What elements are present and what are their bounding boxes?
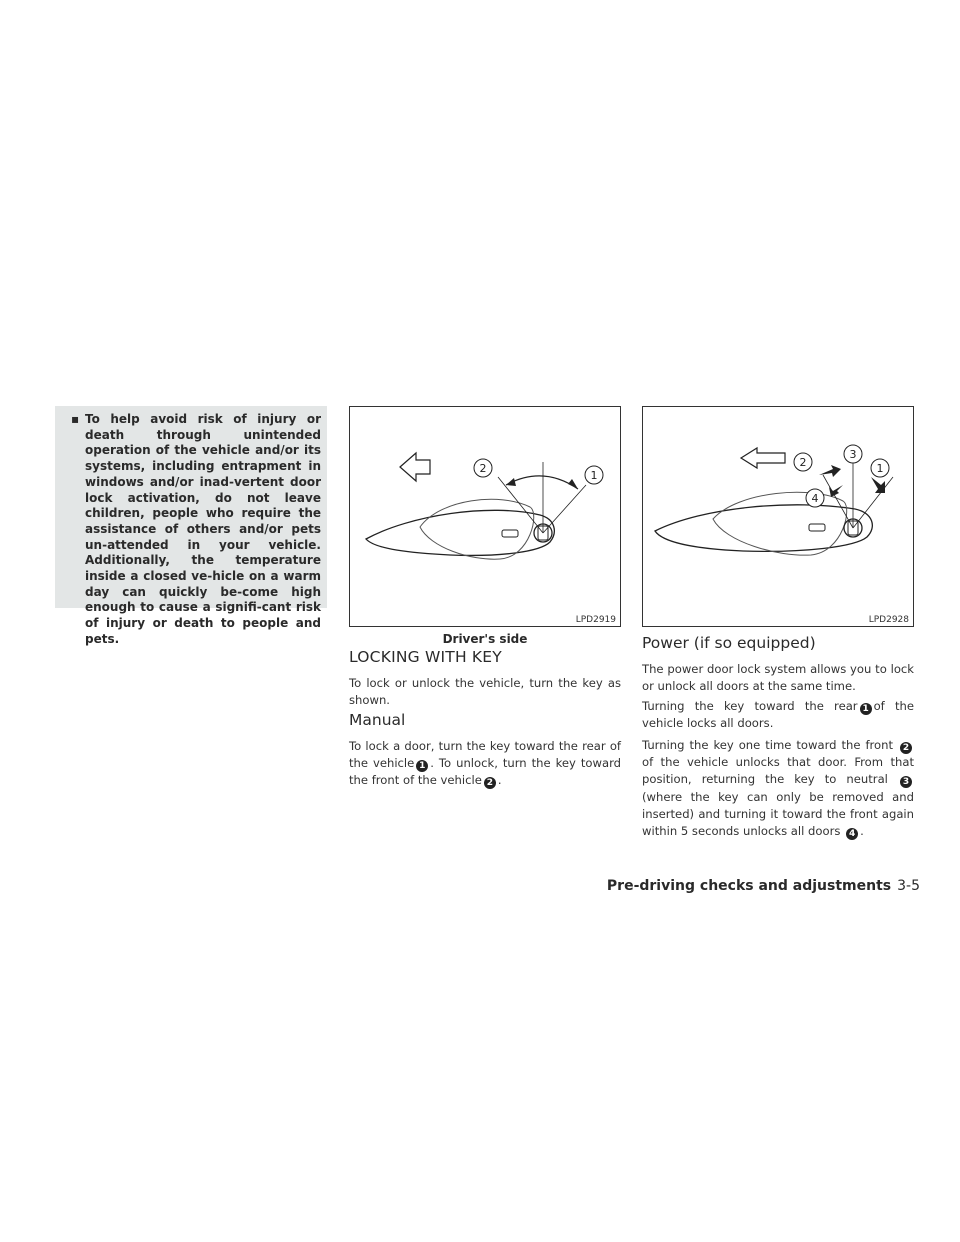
- callout-1-icon: 1: [860, 703, 872, 715]
- warning-list: [69, 412, 321, 648]
- svg-text:3: 3: [849, 448, 857, 461]
- warning-item: [71, 412, 321, 648]
- page-footer: [607, 878, 920, 894]
- svg-text:2: 2: [479, 462, 487, 475]
- figure-drivers-side-key-lock: [349, 406, 621, 627]
- svg-text:1: 1: [590, 469, 598, 482]
- subheading-power: Power (if so equipped): [642, 634, 816, 652]
- callout-4-icon: 4: [846, 828, 858, 840]
- unlock-arrow-icon: [819, 465, 841, 477]
- locking-intro: To lock or unlock the vehicle, turn the key as shown.: [349, 676, 621, 708]
- figure-caption: Driver's side: [442, 632, 528, 646]
- figure-power-lock-key: [642, 406, 914, 627]
- front-direction-arrow-icon: [741, 448, 785, 468]
- subheading-manual: Manual: [349, 711, 406, 729]
- power-lock-text: Turning the key toward the rear 1 of the vehicle locks all doors.: [642, 699, 914, 731]
- callout-2-icon: 2: [900, 742, 912, 754]
- svg-text:1: 1: [876, 462, 884, 475]
- lock-arrow-icon: [871, 477, 885, 493]
- warning-text: To help avoid risk of injury or death through unintended operation of the vehicle and/or its systems, including entrapment in windows and/or inad-vertent door lock activation, do not leave children, people who require the assistance of others and/or pets un-attended in your vehicle. Additionally, the temperature inside a closed ve-hicle on a warm day can quickly be-come high enough to cause a signifi-cant risk of injury or death to people and pets.: [85, 412, 321, 646]
- door-handle-illustration: [350, 407, 620, 626]
- footer-section-title: Pre-driving checks and adjustments: [606, 878, 892, 894]
- page-number: 3-5: [897, 878, 920, 894]
- figure-code: LPD2928: [868, 615, 909, 625]
- door-handle-outline: [655, 505, 872, 552]
- bullet-icon: ▪: [71, 412, 80, 426]
- power-unlock-text: Turning the key one time toward the front 2of the vehicle unlocks that door. From that position, returning the key to neutral 3(where the key can only be removed and inserted) and turning it toward the front again within 5 seconds unlocks all doors 4 .: [642, 738, 914, 840]
- door-handle-illustration: [643, 407, 913, 626]
- section-heading: LOCKING WITH KEY: [349, 648, 502, 666]
- svg-text:2: 2: [799, 456, 807, 469]
- callout-1-icon: 1: [416, 760, 428, 772]
- svg-text:4: 4: [811, 492, 819, 505]
- unlock-all-arrow-icon: [829, 485, 843, 497]
- warning-box: [55, 406, 327, 646]
- callout-3-icon: 3: [900, 776, 912, 788]
- manual-text: To lock a door, turn the key toward the rear of the vehicle 1 . To unlock, turn the key toward the front of the vehicle 2 .: [349, 739, 621, 789]
- power-intro: The power door lock system allows you to lock or unlock all doors at the same time.: [642, 662, 914, 694]
- figure-code: LPD2919: [575, 615, 616, 625]
- door-handle-outline: [366, 510, 554, 555]
- callout-2-icon: 2: [484, 777, 496, 789]
- front-direction-arrow-icon: [400, 453, 430, 481]
